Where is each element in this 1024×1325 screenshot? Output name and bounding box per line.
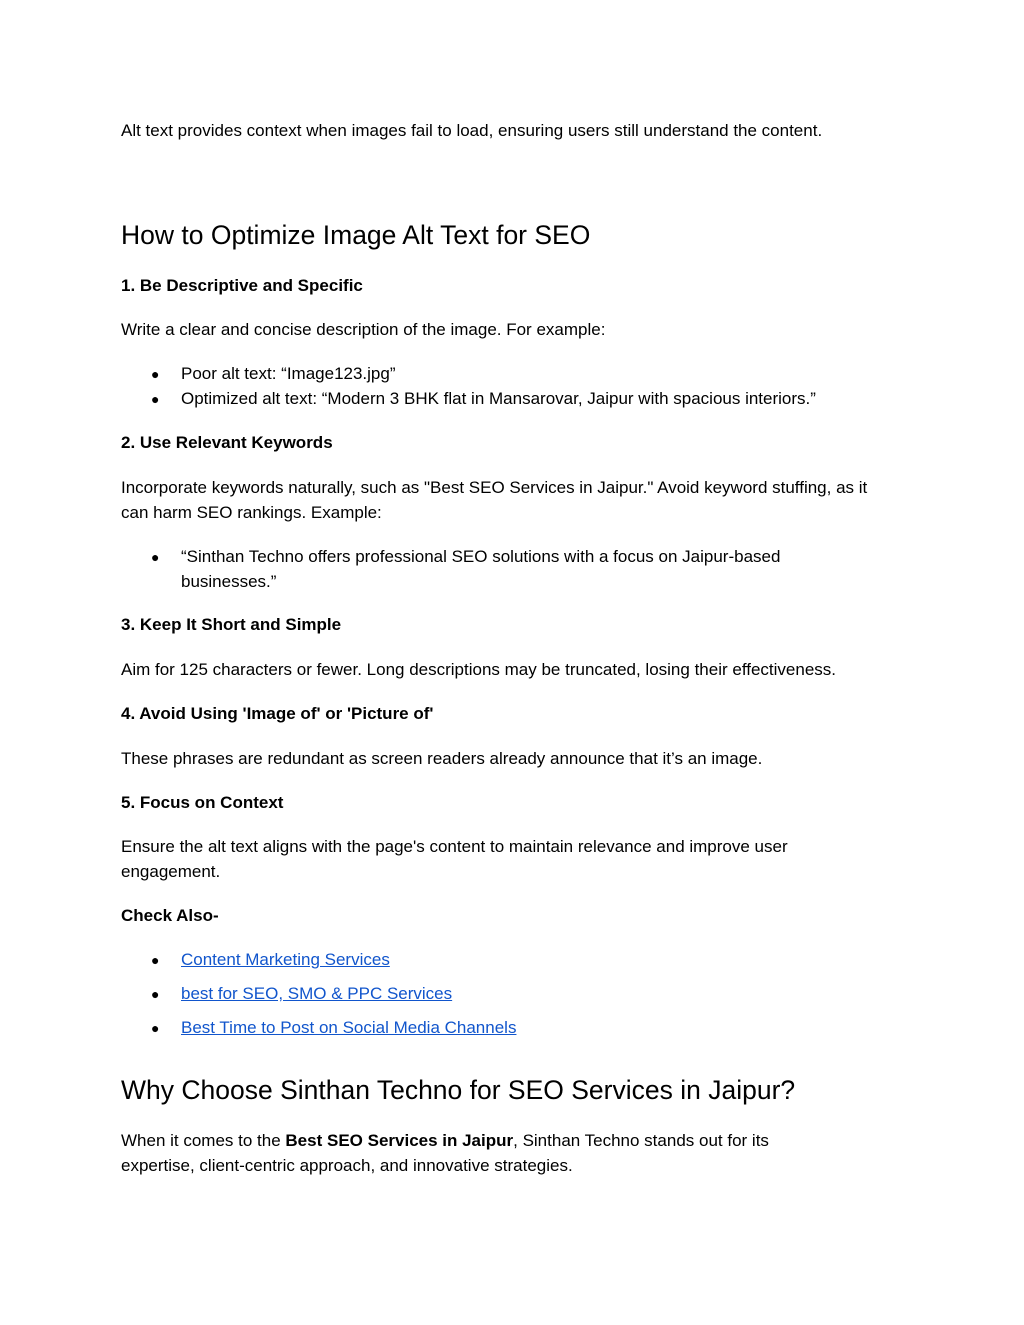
bullet-icon: ● bbox=[151, 390, 160, 407]
list-item bbox=[121, 545, 851, 594]
list-item bbox=[121, 362, 911, 387]
list-item bbox=[121, 387, 911, 412]
bullet-icon: ● bbox=[151, 549, 160, 565]
tip-1-body: Write a clear and concise description of the image. For example: bbox=[121, 320, 606, 339]
check-also-link-list bbox=[121, 948, 911, 1050]
check-also-heading: Check Also- bbox=[121, 906, 219, 925]
tip-4-title: 4. Avoid Using 'Image of' or 'Picture of' bbox=[121, 704, 434, 723]
heading-optimize-alt-text: How to Optimize Image Alt Text for SEO bbox=[121, 220, 591, 250]
intro-paragraph: Alt text provides context when images fail to load, ensuring users still understand the content. bbox=[121, 121, 823, 140]
link-content-marketing-services[interactable]: Content Marketing Services bbox=[181, 950, 390, 969]
bullet-icon: ● bbox=[151, 986, 160, 1002]
why-body-bold: Best SEO Services in Jaipur bbox=[285, 1131, 514, 1150]
list-item-text: Optimized alt text: “Modern 3 BHK flat in Mansarovar, Jaipur with spacious interiors.” bbox=[181, 388, 816, 408]
list-item bbox=[121, 1016, 911, 1041]
link-seo-smo-ppc-services[interactable]: best for SEO, SMO & PPC Services bbox=[181, 984, 453, 1003]
tip-1-bullet-list bbox=[121, 362, 911, 411]
why-body-suffix: , Sinthan Techno stands out for its expertise, client-centric approach, and innovative strategies. bbox=[121, 1131, 769, 1175]
bullet-icon: ● bbox=[151, 952, 160, 968]
list-item bbox=[121, 982, 911, 1007]
tip-2-body: Incorporate keywords naturally, such as "Best SEO Services in Jaipur." Avoid keyword stuffing, as it can harm SEO rankings. Example: bbox=[121, 478, 868, 522]
bullet-icon: ● bbox=[151, 366, 160, 382]
tip-2-bullet-list bbox=[121, 545, 851, 594]
heading-why-choose: Why Choose Sinthan Techno for SEO Services in Jaipur? bbox=[121, 1075, 796, 1105]
tip-5-body: Ensure the alt text aligns with the page's content to maintain relevance and improve user engagement. bbox=[121, 837, 788, 881]
link-best-time-social-media[interactable]: Best Time to Post on Social Media Channels bbox=[181, 1018, 517, 1037]
why-body-prefix: When it comes to the bbox=[121, 1131, 286, 1150]
tip-2-title: 2. Use Relevant Keywords bbox=[121, 433, 333, 452]
tip-3-title: 3. Keep It Short and Simple bbox=[121, 615, 342, 634]
list-item-text: Poor alt text: “Image123.jpg” bbox=[181, 364, 396, 383]
why-choose-paragraph bbox=[121, 1129, 841, 1178]
list-item bbox=[121, 948, 911, 973]
tip-1-title: 1. Be Descriptive and Specific bbox=[121, 276, 363, 295]
list-item-text: “Sinthan Techno offers professional SEO solutions with a focus on Jaipur-based businesses.” bbox=[181, 547, 781, 591]
tip-5-title: 5. Focus on Context bbox=[121, 793, 284, 812]
tip-4-body: These phrases are redundant as screen readers already announce that it’s an image. bbox=[121, 749, 763, 768]
tip-3-body: Aim for 125 characters or fewer. Long descriptions may be truncated, losing their effectiveness. bbox=[121, 660, 836, 679]
bullet-icon: ● bbox=[151, 1020, 160, 1036]
